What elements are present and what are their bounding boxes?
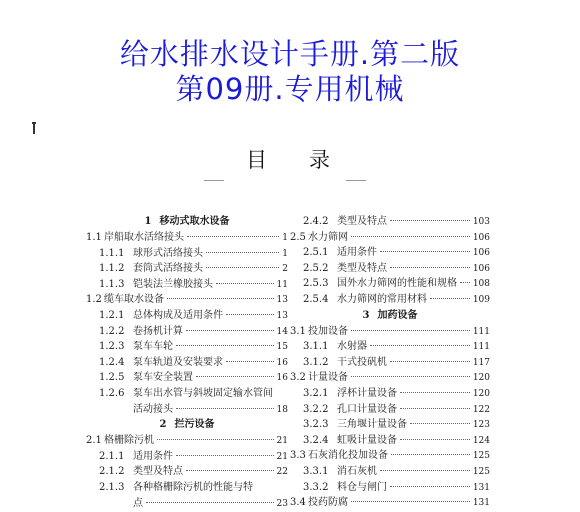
- entry-number: 3.2.2: [290, 402, 337, 418]
- dot-leader: [196, 375, 274, 377]
- page-number: 13: [277, 309, 288, 325]
- chapter-number: 3: [363, 310, 370, 321]
- dot-leader: [380, 250, 470, 252]
- dot-leader: [390, 266, 470, 268]
- margin-mark: [33, 124, 35, 134]
- page-number: 103: [473, 215, 490, 231]
- chapter-title: 移动式取水设备: [159, 216, 229, 227]
- page-number: 2: [282, 262, 288, 278]
- entry-number: 2.5.2: [290, 261, 337, 277]
- page-number: 108: [473, 277, 490, 293]
- entry-title: 泵车轨道及安装要求: [133, 355, 223, 371]
- page-number: 16: [277, 371, 288, 387]
- dot-leader: [226, 360, 274, 362]
- entry-title: 卷扬机计算: [133, 324, 183, 340]
- page-number: 106: [473, 262, 490, 278]
- entry-number: 1.1: [86, 230, 104, 246]
- entry-title: 虹吸计量设备: [337, 433, 397, 449]
- page-number: 15: [277, 340, 288, 356]
- dot-leader: [206, 251, 279, 253]
- toc-section: [290, 230, 490, 246]
- chapter-heading: [86, 214, 288, 230]
- page-number: 122: [473, 403, 490, 419]
- toc-subsection: [86, 464, 288, 480]
- entry-title: 缆车取水设备: [104, 292, 164, 308]
- entry-number: 3.3.2: [290, 480, 337, 496]
- dot-leader: [380, 469, 470, 471]
- dot-leader: [351, 375, 470, 377]
- toc-subsection: [86, 449, 288, 465]
- page-number: 131: [473, 481, 490, 497]
- toc-subsection: [290, 464, 490, 480]
- entry-number: 2.4.2: [290, 214, 337, 230]
- toc-subsection: [86, 324, 288, 340]
- page-number: 125: [473, 449, 490, 465]
- entry-number: 2.1.2: [86, 464, 133, 480]
- page-number: 1: [282, 247, 288, 263]
- page-number: 22: [277, 465, 288, 481]
- dot-leader: [167, 297, 274, 299]
- entry-title: 孔口计量设备: [337, 402, 397, 418]
- entry-number: 3.3.1: [290, 464, 337, 480]
- dot-leader: [460, 281, 470, 283]
- entry-title: 三角堰计量设备: [337, 417, 407, 433]
- chapter-number: 1: [145, 216, 152, 227]
- dot-leader: [176, 454, 274, 456]
- entry-number: 3.2.1: [290, 386, 337, 402]
- dot-leader: [351, 235, 470, 237]
- toc-entry-continuation: [86, 402, 288, 418]
- entry-title: 适用条件: [337, 245, 377, 261]
- entry-number: 1.2: [86, 292, 104, 308]
- entry-number: 1.2.1: [86, 308, 133, 324]
- entry-title: 料仓与闸门: [337, 480, 387, 496]
- dot-leader: [390, 485, 470, 487]
- dot-leader: [186, 329, 274, 331]
- entry-number: 3.1: [290, 324, 308, 340]
- entry-number: 2.5: [290, 230, 308, 246]
- toc-subsection: [290, 261, 490, 277]
- dot-leader: [216, 282, 274, 284]
- toc-subsection: [290, 292, 490, 308]
- page-number: 124: [473, 434, 490, 450]
- page-number: 120: [473, 371, 490, 387]
- toc-subsection: [290, 480, 490, 496]
- entry-title: 各种格栅除污机的性能与特: [133, 480, 253, 496]
- entry-number: 1.2.4: [86, 355, 133, 371]
- dot-leader: [351, 329, 470, 331]
- toc-subsection: [86, 277, 288, 293]
- chapter-number: 2: [160, 419, 167, 430]
- page-number: 109: [473, 293, 490, 309]
- chapter-title: 加药设备: [377, 310, 417, 321]
- dot-leader: [390, 219, 470, 221]
- page-number: 111: [473, 325, 490, 341]
- entry-number: 2.5.4: [290, 292, 337, 308]
- dot-leader: [400, 391, 470, 393]
- page-number: 111: [473, 340, 490, 356]
- entry-title: 类型及特点: [337, 261, 387, 277]
- toc-subsection: [86, 339, 288, 355]
- entry-title: 石灰消化投加设备: [308, 448, 388, 464]
- entry-title: 水力筛网的常用材料: [337, 292, 427, 308]
- page-number: 16: [277, 356, 288, 372]
- toc-section: [86, 230, 288, 246]
- toc-subsection: [290, 355, 490, 371]
- entry-title: 适用条件: [133, 449, 173, 465]
- page-number: 23: [277, 497, 288, 512]
- dot-leader: [400, 407, 470, 409]
- entry-title: 水力筛网: [308, 230, 348, 246]
- entry-title: 国外水力筛网的性能和规格: [337, 276, 457, 292]
- dot-leader: [226, 313, 274, 315]
- entry-number: 3.4: [290, 495, 308, 511]
- toc-subsection: [86, 355, 288, 371]
- toc-section: [86, 292, 288, 308]
- toc-subsection: [290, 339, 490, 355]
- page-number: 131: [473, 496, 490, 512]
- dot-leader: [400, 438, 470, 440]
- toc-subsection: [86, 386, 288, 402]
- dot-leader: [410, 422, 470, 424]
- toc-section: [86, 433, 288, 449]
- dot-leader: [176, 344, 274, 346]
- dot-leader: [206, 266, 279, 268]
- entry-number: 3.1.1: [290, 339, 337, 355]
- chapter-heading: [86, 417, 288, 433]
- toc-title: 目录: [246, 144, 372, 174]
- toc-subsection: [290, 276, 490, 292]
- dot-leader: [176, 407, 274, 409]
- entry-number: 1.1.3: [86, 277, 133, 293]
- entry-number: 2.1.3: [86, 480, 133, 496]
- dot-leader: [351, 500, 470, 502]
- page-number: 21: [277, 434, 288, 450]
- entry-title: 格栅除污机: [104, 433, 154, 449]
- toc-subsection: [86, 261, 288, 277]
- toc-subsection: [290, 433, 490, 449]
- entry-number: 2.1.1: [86, 449, 133, 465]
- page-number: 117: [473, 356, 490, 372]
- entry-title: 球形式活络接头: [133, 246, 203, 262]
- entry-title: 泵车车轮: [133, 339, 173, 355]
- entry-number: 1.2.3: [86, 339, 133, 355]
- title-banner-line-2: 第09册.专用机械: [0, 71, 580, 107]
- page-number: 125: [473, 465, 490, 481]
- dot-leader: [146, 501, 274, 503]
- entry-title: 铠装法兰橡胶接头: [133, 277, 213, 293]
- toc-section: [290, 448, 490, 464]
- toc-subsection: [86, 246, 288, 262]
- entry-number: 1.2.5: [86, 370, 133, 386]
- page-number: 123: [473, 418, 490, 434]
- entry-number: 3.2.3: [290, 417, 337, 433]
- entry-title: 消石灰机: [337, 464, 377, 480]
- chapter-heading: [290, 308, 490, 324]
- dot-leader: [157, 438, 274, 440]
- entry-title: 点: [133, 496, 143, 512]
- dot-leader: [430, 297, 470, 299]
- toc-left-column: [86, 214, 288, 511]
- page-number: 106: [473, 246, 490, 262]
- entry-number: 3.1.2: [290, 355, 337, 371]
- dot-leader: [391, 453, 470, 455]
- toc-subsection: [86, 480, 288, 496]
- title-banner-line-1: 给水排水设计手册.第二版: [0, 36, 580, 72]
- page-number: 14: [277, 325, 288, 341]
- dot-leader: [187, 235, 279, 237]
- entry-number: 3.2: [290, 370, 308, 386]
- entry-title: 活动接头: [133, 402, 173, 418]
- entry-title: 浮杯计量设备: [337, 386, 397, 402]
- entry-number: 3.2.4: [290, 433, 337, 449]
- divider: [204, 180, 224, 181]
- entry-number: 2.5.1: [290, 245, 337, 261]
- dot-leader: [390, 360, 470, 362]
- page-number: 18: [277, 403, 288, 419]
- entry-title: 泵车出水管与斜坡固定输水管间: [133, 386, 273, 402]
- entry-title: 水射器: [337, 339, 367, 355]
- entry-title: 类型及特点: [337, 214, 387, 230]
- entry-number: 1.2.6: [86, 386, 133, 402]
- toc-subsection: [290, 214, 490, 230]
- entry-title: 干式投矾机: [337, 355, 387, 371]
- page-number: 120: [473, 387, 490, 403]
- entry-title: 总体构成及适用条件: [133, 308, 223, 324]
- entry-title: 泵车安全装置: [133, 370, 193, 386]
- page-number: 106: [473, 231, 490, 247]
- page-number: 11: [277, 278, 288, 294]
- toc-entry-continuation: [86, 496, 288, 512]
- entry-title: 投加设备: [308, 324, 348, 340]
- page-number: 13: [277, 293, 288, 309]
- toc-subsection: [290, 386, 490, 402]
- margin-mark: [32, 122, 36, 124]
- page-number: 1: [282, 231, 288, 247]
- entry-number: 3.3: [290, 448, 308, 464]
- toc-subsection: [290, 417, 490, 433]
- page-number: 21: [277, 450, 288, 466]
- toc-section: [290, 324, 490, 340]
- toc-subsection: [290, 245, 490, 261]
- toc-subsection: [86, 370, 288, 386]
- entry-title: 套筒式活络接头: [133, 261, 203, 277]
- entry-number: 1.1.2: [86, 261, 133, 277]
- entry-title: 计量设备: [308, 370, 348, 386]
- toc-section: [290, 495, 490, 511]
- chapter-title: 拦污设备: [174, 419, 214, 430]
- entry-number: 2.5.3: [290, 276, 337, 292]
- toc-subsection: [290, 402, 490, 418]
- dot-leader: [186, 469, 274, 471]
- entry-number: 1.2.2: [86, 324, 133, 340]
- entry-title: 投药防腐: [308, 495, 348, 511]
- toc-right-column: [290, 214, 490, 511]
- toc-subsection: [86, 308, 288, 324]
- entry-title: 类型及特点: [133, 464, 183, 480]
- entry-title: 岸船取水活络接头: [104, 230, 184, 246]
- entry-number: 2.1: [86, 433, 104, 449]
- toc-section: [290, 370, 490, 386]
- dot-leader: [370, 344, 470, 346]
- divider: [346, 180, 366, 181]
- entry-number: 1.1.1: [86, 246, 133, 262]
